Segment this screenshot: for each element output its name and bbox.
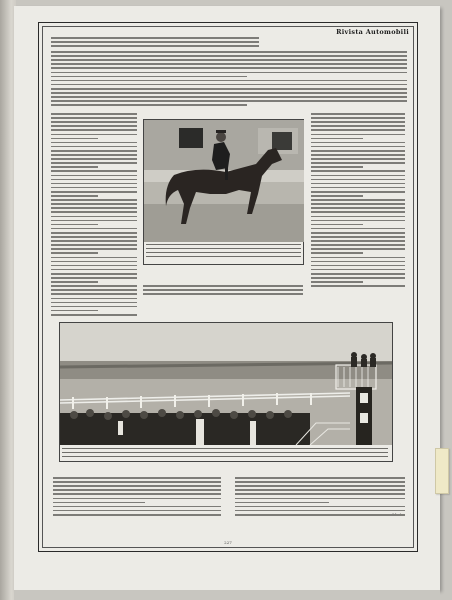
text-line — [51, 306, 137, 308]
text-line — [311, 195, 363, 197]
text-line — [311, 207, 405, 209]
horse-and-rider-photo — [143, 119, 304, 265]
running-header: Rivista Automobili — [336, 28, 409, 36]
text-line — [51, 158, 137, 160]
text-line — [311, 166, 363, 168]
text-line — [62, 452, 388, 453]
text-line — [311, 232, 405, 234]
text-line — [62, 448, 388, 449]
text-line — [51, 232, 137, 234]
text-line — [311, 117, 405, 119]
text-line — [311, 248, 405, 250]
text-line — [51, 55, 407, 57]
text-line — [311, 183, 405, 185]
text-line — [311, 228, 405, 230]
page-number: 227 — [224, 540, 232, 545]
text-line — [51, 269, 137, 271]
text-line — [51, 117, 137, 119]
text-line — [51, 228, 137, 230]
magazine-page — [14, 6, 440, 590]
text-line — [51, 76, 247, 78]
text-line — [51, 277, 137, 279]
text-line — [51, 293, 137, 295]
text-line — [51, 285, 137, 287]
text-line — [53, 510, 221, 512]
text-line — [51, 199, 137, 201]
text-line — [311, 142, 405, 144]
text-line — [311, 187, 405, 189]
text-line — [51, 220, 137, 222]
text-line — [53, 514, 221, 516]
text-line — [51, 187, 137, 189]
text-line — [51, 175, 137, 177]
text-line — [51, 121, 137, 123]
text-line — [311, 273, 405, 275]
text-line — [311, 158, 405, 160]
text-line — [51, 67, 407, 69]
text-line — [51, 72, 407, 74]
text-line — [51, 51, 407, 53]
text-line — [51, 150, 137, 152]
text-line — [51, 281, 98, 283]
text-line — [235, 502, 329, 504]
text-line — [62, 456, 388, 457]
text-line — [235, 489, 405, 491]
text-line — [311, 244, 405, 246]
text-line — [311, 277, 405, 279]
text-line — [311, 125, 405, 127]
text-line — [51, 113, 137, 115]
text-line — [51, 310, 98, 312]
text-line — [51, 166, 98, 168]
text-line — [53, 493, 221, 495]
text-line — [311, 121, 405, 123]
text-line — [51, 59, 407, 61]
text-line — [311, 191, 405, 193]
text-line — [51, 162, 137, 164]
text-line — [51, 314, 137, 316]
text-line — [51, 236, 137, 238]
text-line — [51, 211, 137, 213]
text-line — [235, 493, 405, 495]
racecourse-crowd-image — [60, 323, 392, 445]
text-line — [51, 302, 137, 304]
text-line — [146, 248, 301, 249]
text-line — [235, 514, 405, 516]
text-line — [143, 285, 303, 287]
text-line — [311, 285, 405, 287]
racecourse-crowd-photo — [59, 322, 393, 462]
text-line — [311, 224, 363, 226]
text-line — [235, 506, 405, 508]
text-line — [311, 269, 405, 271]
text-line — [51, 244, 137, 246]
text-line — [53, 502, 145, 504]
text-line — [51, 298, 137, 300]
text-line — [311, 257, 405, 259]
text-line — [235, 510, 405, 512]
text-line — [311, 252, 363, 254]
text-line — [53, 489, 221, 491]
text-line — [311, 129, 405, 131]
background-edge — [14, 590, 440, 600]
text-line — [51, 252, 98, 254]
text-line — [51, 248, 137, 250]
text-line — [311, 261, 405, 263]
text-line — [311, 240, 405, 242]
text-line — [51, 88, 407, 90]
text-line — [51, 179, 137, 181]
text-line — [51, 125, 137, 127]
text-line — [143, 293, 303, 295]
text-line — [311, 211, 405, 213]
text-line — [51, 92, 407, 94]
text-line — [51, 142, 137, 144]
text-line — [51, 134, 137, 136]
text-line — [53, 506, 221, 508]
text-line — [311, 175, 405, 177]
text-line — [311, 150, 405, 152]
text-line — [51, 265, 137, 267]
text-line — [51, 104, 247, 106]
text-line — [146, 252, 301, 253]
text-line — [51, 191, 137, 193]
text-line — [235, 498, 405, 500]
text-line — [311, 146, 405, 148]
text-line — [235, 477, 405, 479]
text-line — [51, 129, 137, 131]
text-line — [146, 244, 301, 245]
text-line — [311, 154, 405, 156]
text-line — [51, 257, 137, 259]
text-line — [51, 63, 407, 65]
text-line — [51, 96, 407, 98]
text-line — [311, 134, 405, 136]
text-line — [51, 183, 137, 185]
horse-and-rider-image — [144, 120, 304, 242]
page-frame — [38, 22, 418, 552]
text-line — [311, 113, 405, 115]
text-line — [51, 41, 259, 43]
text-line — [51, 146, 137, 148]
text-line — [51, 100, 407, 102]
text-line — [53, 481, 221, 483]
text-line — [51, 203, 137, 205]
text-line — [51, 170, 137, 172]
text-line — [311, 216, 405, 218]
text-line — [146, 256, 301, 257]
text-line — [311, 138, 363, 140]
text-line — [53, 485, 221, 487]
text-line — [51, 289, 137, 291]
text-line — [51, 261, 137, 263]
text-line — [311, 265, 405, 267]
text-line — [51, 80, 407, 82]
text-line — [235, 481, 405, 483]
text-line — [311, 170, 405, 172]
text-line — [51, 273, 137, 275]
text-line — [311, 220, 405, 222]
text-line — [51, 216, 137, 218]
bookmark-tab — [435, 448, 449, 494]
text-line — [311, 199, 405, 201]
text-line — [143, 289, 303, 291]
text-line — [311, 179, 405, 181]
text-line — [311, 236, 405, 238]
text-line — [51, 138, 98, 140]
text-line — [51, 84, 407, 86]
text-line — [311, 281, 363, 283]
text-line — [51, 195, 98, 197]
text-line — [53, 477, 221, 479]
text-line — [235, 485, 405, 487]
text-line — [53, 498, 221, 500]
text-line — [311, 203, 405, 205]
text-line — [51, 37, 259, 39]
text-line — [311, 162, 405, 164]
text-line — [51, 224, 98, 226]
text-line — [51, 154, 137, 156]
text-line — [51, 207, 137, 209]
text-line — [51, 240, 137, 242]
text-line — [51, 45, 259, 47]
